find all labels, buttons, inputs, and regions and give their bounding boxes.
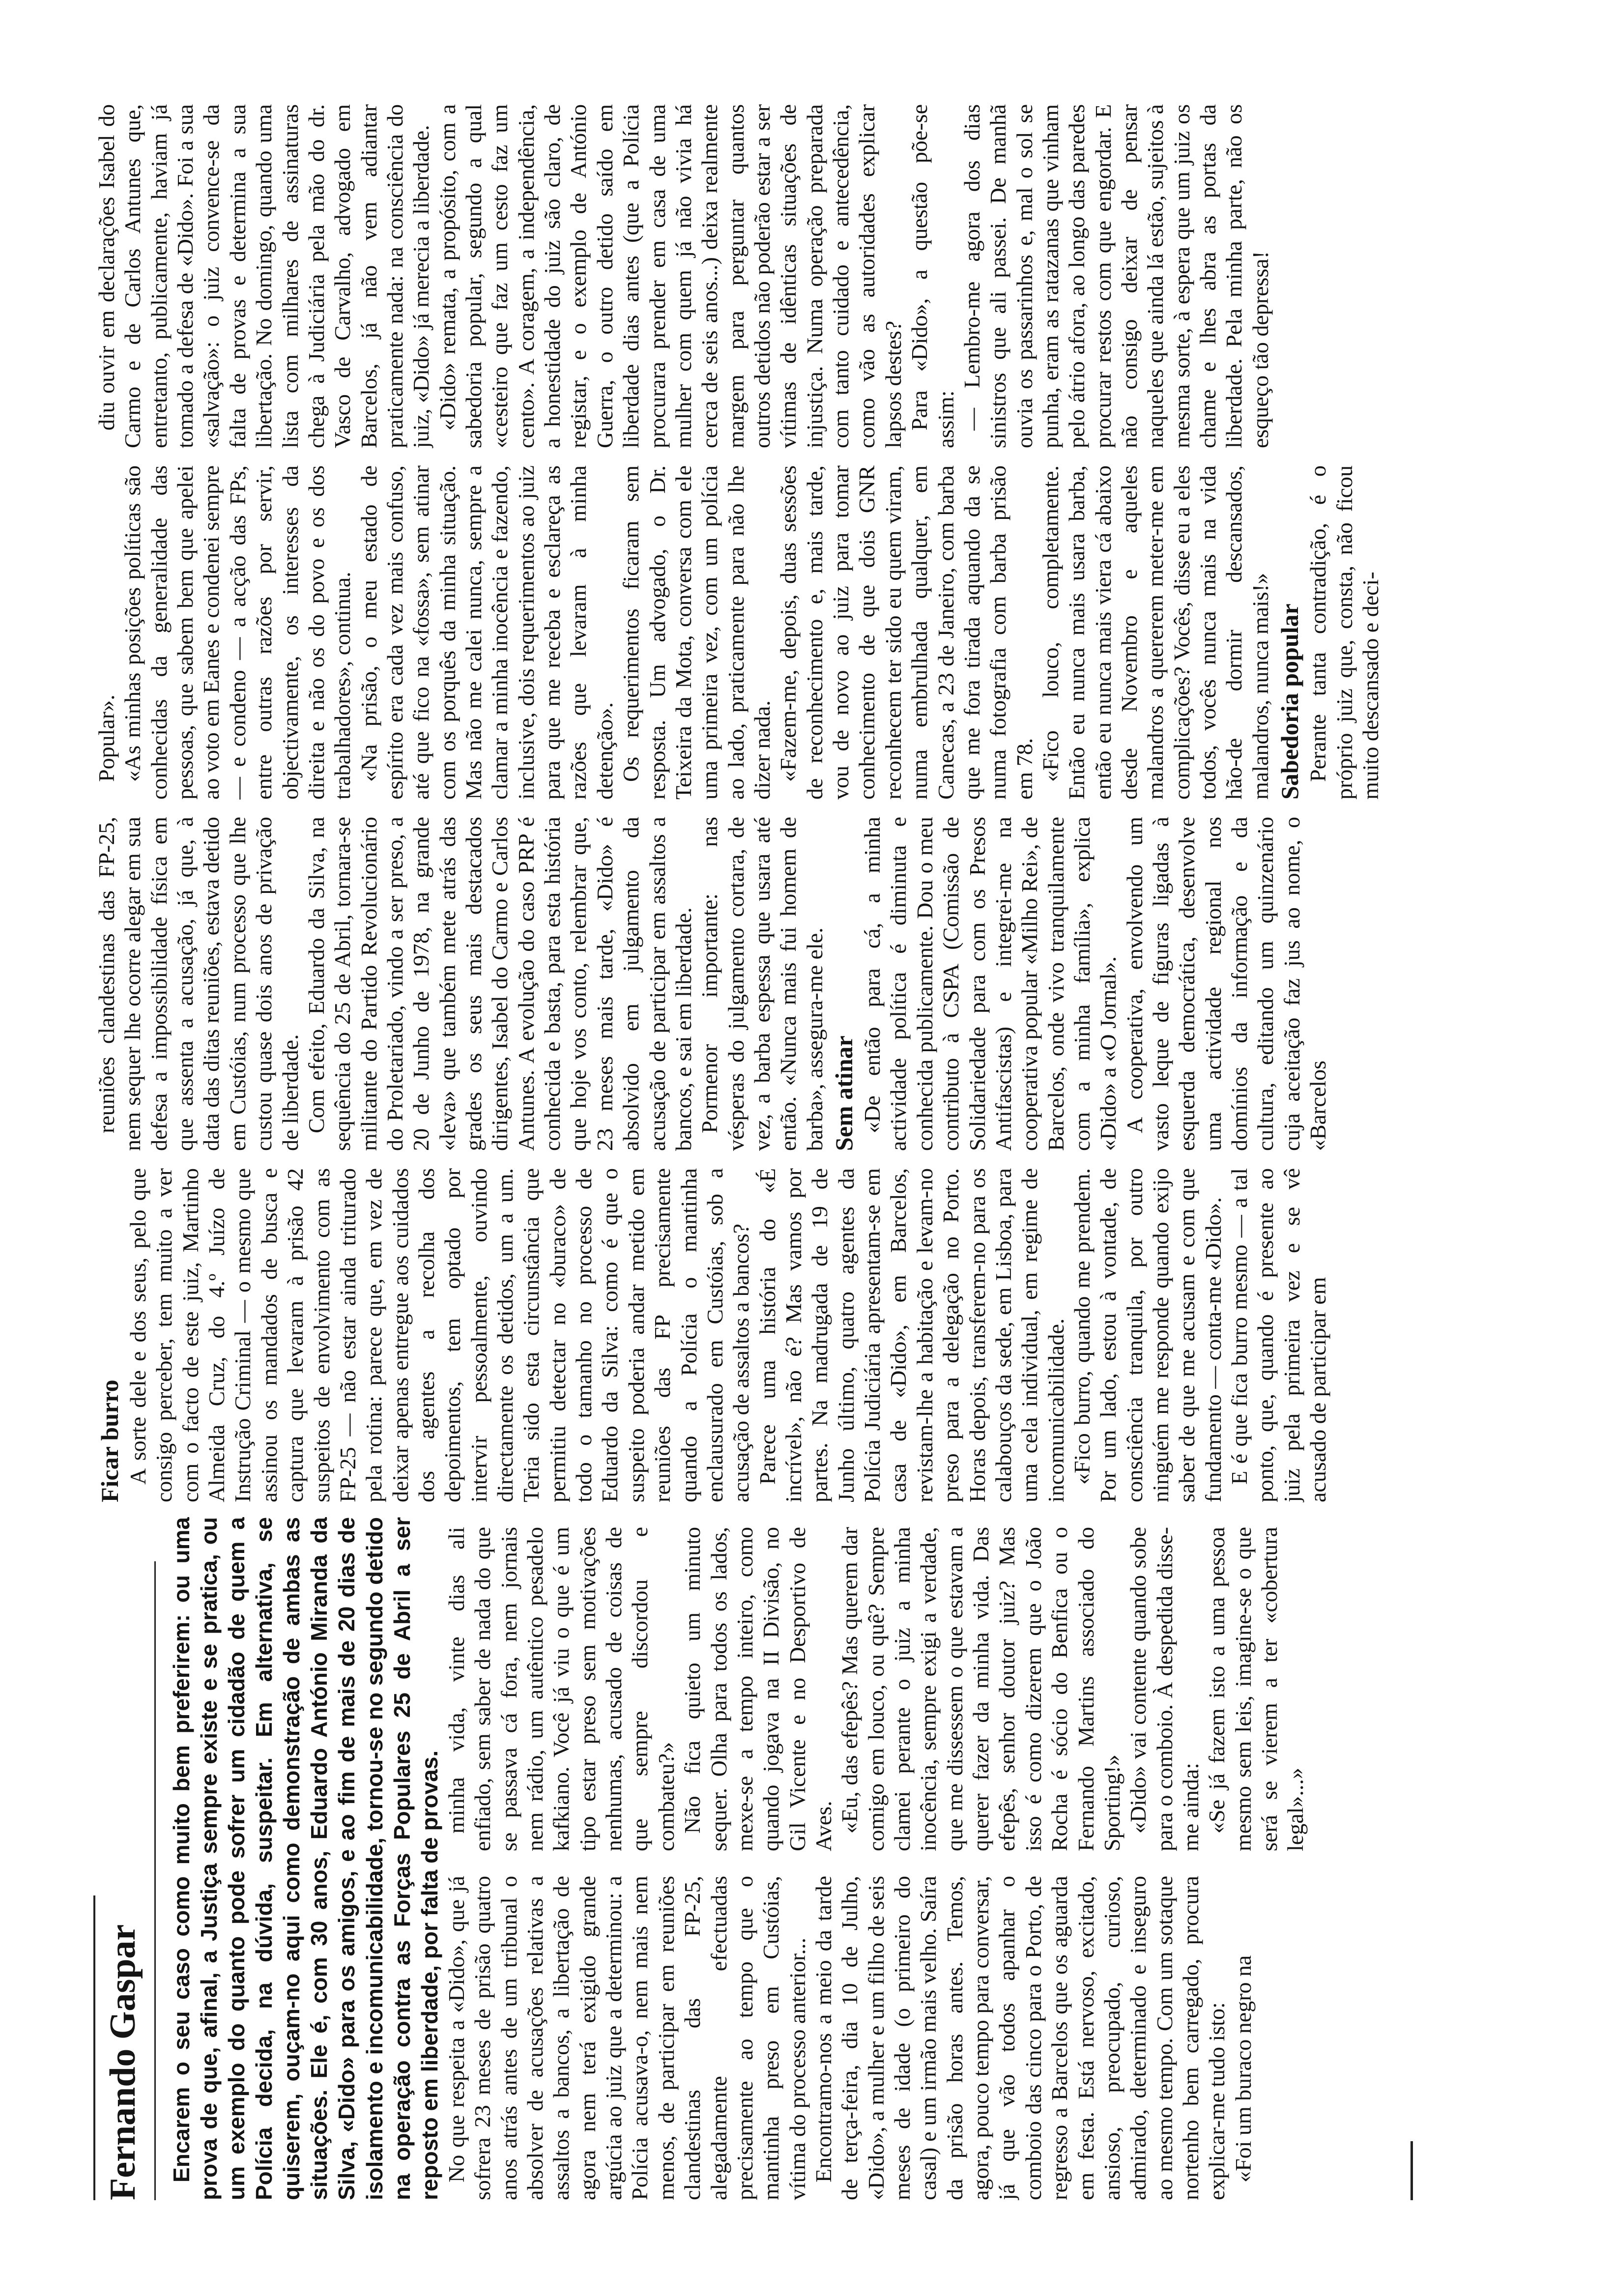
column-1a [443,1876,1420,2200]
paragraph: «De então para cá, a minha actividade política é diminuta e conhecida publicamente. Dou o meu contributo à CSPA (Comissão de Solidariedade para com os Presos Antifascistas) e integrei-me na cooperativa popular «Milho Rei», de Barcelos, onde vivo tranquilamente com a minha família», explica «Dido» a «O Jornal». [860,817,1121,1151]
paragraph: «Foi um buraco negro na [1230,1955,1256,2182]
paragraph: diu ouvir em declarações Isabel do Carmo e de Carlos Antunes que, entretanto, publicamente, haviam já tomado a defesa de «Dido». Foi a sua «salvação»: o juiz convence-se da falta de provas e determina a sua libertação. No domingo, quando uma lista com milhares de assinaturas chega à Judiciária pela mão do dr. Vasco de Carvalho, advogado em Barcelos, já não vem adiantar praticamente nada: na consciência do juiz, «Dido» já merecia a liberdade. [94,104,434,448]
paragraph: Com efeito, Eduardo da Silva, na sequência do 25 de Abril, tornara-se militante do Partido Revolucionário do Proletariado, vindo a ser preso, a 20 de Junho de 1978, na grande «leva» que também mete atrás das grades os seus mais destacados dirigentes, Isabel do Carmo e Carlos Antunes. A evolução do caso PRP é conhecida e basta, para esta história que hoje vos conto, relembrar que, 23 meses mais tarde, «Dido» é absolvido em julgamento da acusação de participar em assaltos a bancos, e sai em liberdade. [303,817,696,1151]
column-3 [93,817,1420,1151]
top-rule [93,1895,95,2200]
paragraph: Perante tanta contradição, é o próprio juiz que, consta, não ficou muito descansado e deci- [1305,465,1383,800]
paragraph: reuniões clandestinas das FP-25, nem sequer lhe ocorre alegar em sua defesa a impossibilidade física em que assenta a acusação, já que, à data das ditas reuniões, estava detido em Custóias, num processo que lhe custou quase dois anos de privação de liberdade. [94,817,303,1151]
byline-rule [154,1561,156,2200]
paragraph: A sorte dele e dos seus, pelo que consigo perceber, tem muito a ver com o facto de este juiz, Martinho Almeida Cruz, do 4.º Juízo de Instrução Criminal — o mesmo que assinou os mandados de busca e captura que levaram à prisão 42 suspeitos de envolvimento com as FP-25 — não estar ainda triturado pela rotina: parece que, em vez de deixar apenas entregue aos cuidados dos agentes a recolha dos depoimentos, tem optado por intervir pessoalmente, ouvindo directamente os detidos, um a um. Teria sido esta circunstância que permitiu detectar no «buraco» de todo o tamanho no processo de Eduardo da Silva: como é que o suspeito poderia andar metido em reuniões das FP precisamente quando a Polícia o mantinha enclausurado em Custóias, sob a acusação de assaltos a bancos? [125,1168,754,1502]
paragraph: Pormenor importante: nas vésperas do julgamento cortara, de vez, a barba espessa que usara até então. «Nunca mais fui homem de barba», assegura-me ele. [697,817,827,1151]
paragraph: «Fico louco, completamente. Então eu nunca mais usara barba, então eu nunca mais viera cá abaixo desde Novembro e aqueles malandros a quererem meter-me em complicações? Vocês, disse eu a eles todos, vocês nunca mais na vida hão-de dormir descansados, malandros, nunca mais!» [1037,465,1273,800]
paragraph: minha vida, vinte dias ali enfiado, sem saber de nada do que se passava cá fora, nem jornais nem rádio, um autêntico pesadelo kafkiano. Você já viu o que é um tipo estar preso sem motivações nenhumas, acusado de coisas de que sempre discordou e combateu?» [443,1527,679,1851]
column-1b [443,1527,1420,1851]
column-3-body [93,817,1331,1151]
column-2 [93,1168,1420,1502]
column-4-body [93,465,1383,800]
paragraph: «As minhas posições políticas são conhecidas da generalidade das pessoas, que sabem bem que apelei ao voto em Eanes e condenei sempre — e condeno — a acção das FPs, entre outras razões por servir, objectivamente, os interesses da direita e não os do povo e os dos trabalhadores», continua. [120,465,355,800]
paragraph: «Fico burro, quando me prendem. Por um lado, estou à vontade, de consciência tranquila, por outro ninguém me responde quando exijo saber de que me acusam e com que fundamento — conta-me «Dido». [1069,1168,1226,1502]
paragraph: Encontramo-nos a meio da tarde de terça-feira, dia 10 de Julho, «Dido», a mulher e um filho de seis meses de idade (o primeiro do casal) e um irmão mais velho. Saíra da prisão horas antes. Temos, agora, pouco tempo para conversar, já que vão todos apanhar o comboio das cinco para o Porto, de regresso a Barcelos que os aguarda em festa. Está nervoso, excitado, ansioso, preocupado, curioso, admirado, determinado e inseguro ao mesmo tempo. Com um sotaque nortenho bem carregado, procura explicar-me tudo isto: [810,1876,1230,2200]
byline: Fernando Gaspar [103,1924,143,2200]
article [93,77,1420,2200]
column-2-body [125,1168,1331,1502]
subheading-ficar-burro: Ficar burro [96,1379,123,1502]
paragraph: «Na prisão, o meu estado de espírito era cada vez mais confuso, até que fico na «fossa», sem atinar com os porquês da minha situação. Mas não me calei nunca, sempre a clamar a minha inocência e fazendo, inclusive, dois requerimentos ao juiz para que me receba e esclareça as razões que levaram à minha detenção». [356,465,617,800]
column-5 [93,104,1420,448]
paragraph: No que respeita a «Dido», que já sofrera 23 meses de prisão quatro anos atrás antes de um tribunal o absolver de acusações relativas a assaltos a bancos, a libertação de agora nem terá exigido grande argúcia ao juiz que a determinou: a Polícia acusava-o, nem mais nem menos, de participar em reuniões clandestinas das FP-25, alegadamente efectuadas precisamente ao tempo que o mantinha preso em Custóias, vítima do processo anterior... [443,1876,810,2200]
paragraph: — Lembro-me agora dos dias sinistros que ali passei. De manhã ouvia os passarinhos e, mal o sol se punha, eram as ratazanas que vinham pelo átrio afora, ao longo das paredes procurar restos com que engordar. E não consigo deixar de pensar naqueles que ainda lá estão, sujeitos à mesma sorte, à espera que um juiz os chame e lhes abra as portas da liberdade. Pela minha parte, não os esqueço tão depressa! [959,104,1273,448]
column-5-body [93,104,1273,448]
subheading: Sabedoria popular [1276,603,1304,800]
column-4 [93,465,1420,800]
paragraph: «Se já fazem isto a uma pessoa mesmo sem leis, imagine-se o que será se vierem a ter «cobertura legal»...» [1204,1527,1308,1851]
paragraph: «Fazem-me, depois, duas sessões de reconhecimento e, mais tarde, vou de novo ao juiz para tomar conhecimento de que dois GNR reconhecem ter sido eu quem viram, numa embrulhada qualquer, em Canecas, a 23 de Janeiro, com barba que me fora tirada aquando da se numa fotografia com barba prisão em 78. [776,465,1037,800]
paragraph: «Dido» vai contente quando sobe para o comboio. À despedida disse-me ainda: [1125,1527,1203,1851]
paragraph: Não fica quieto um minuto sequer. Olha para todos os lados, mexe-se a tempo inteiro, como quando jogava na II Divisão, no Gil Vicente e no Desportivo de Aves. [680,1527,836,1851]
paragraph: A cooperativa, envolvendo um vasto leque de figuras ligadas à esquerda democrática, desenvolve uma actividade regional nos domínios da informação e da cultura, editando um quinzenário cuja aceitação faz jus ao nome, o «Barcelos [1122,817,1331,1151]
paragraph: Popular». [94,694,119,782]
paragraph: «Dido» remata, a propósito, com a sabedoria popular, segundo a qual «cesteiro que faz um cesto faz um cento». A coragem, a independência, a honestidade do juiz são claro, de registar, e o exemplo de António Guerra, o outro detido saído em liberdade dias antes (que a Polícia procurara prender em casa de uma mulher com quem já não vivia há cerca de seis anos...) deixa realmente margem para perguntar quantos outros detidos não poderão estar a ser vítimas de idênticas situações de injustiça. Numa operação preparada com tanto cuidado e antecedência, como vão as autoridades explicar lapsos destes? [434,104,906,448]
column-1 [93,1517,1420,2200]
paragraph: «Eu, das efepês? Mas querem dar comigo em louco, ou quê? Sempre clamei perante o juiz a minha inocência, sempre exigi a verdade, que me dissessem o que estavam a querer fazer da minha vida. Das efepês, senhor doutor juiz? Mas isso é como dizerem que o João Rocha é sócio do Benfica ou o Fernando Martins associado do Sporting!» [837,1527,1124,1851]
lead-paragraph: Encarem o seu caso como muito bem preferirem: ou uma prova de que, afinal, a Justiça sempre existe e se pratica, ou um exemplo do quanto pode sofrer um cidadão de quem a Polícia decida, na dúvida, suspeitar. Em alternativa, se quiserem, ouçam-no aqui como demonstração de ambas as situações. Ele é, com 30 anos, Eduardo António Miranda da Silva, «Dido» para os amigos, e ao fim de mais de 20 dias de isolamento e incomunicabilidade, tornou-se no segundo detido na operação contra as Forças Populares 25 de Abril a ser reposto em liberdade, por falta de provas. [168,1517,442,2200]
paragraph: Parece uma história do «É incrível», não é? Mas vamos por partes. Na madrugada de 19 de Junho último, quatro agentes da Polícia Judiciária apresentam-se em casa de «Dido», em Barcelos, revistam-lhe a habitação e levam-no preso para a delegação no Porto. Horas depois, transferem-no para os calabouços da sede, em Lisboa, para uma cela individual, em regime de incomunicabilidade. [754,1168,1068,1502]
paragraph: Para «Dido», a questão põe-se assim: [907,104,958,448]
lead-subcolumns [443,1517,1420,2200]
subheading: Sem atinar [830,1035,858,1151]
paragraph: E é que fica burro mesmo — a tal ponto, que, quando é presente ao juiz pela primeira vez e se vê acusado de participar em [1227,1168,1331,1502]
end-rule [1410,2141,1413,2200]
paragraph: Os requerimentos ficaram sem resposta. Um advogado, o Dr. Teixeira da Mota, conversa com ele uma primeira vez, com um polícia ao lado, praticamente para não lhe dizer nada. [618,465,775,800]
